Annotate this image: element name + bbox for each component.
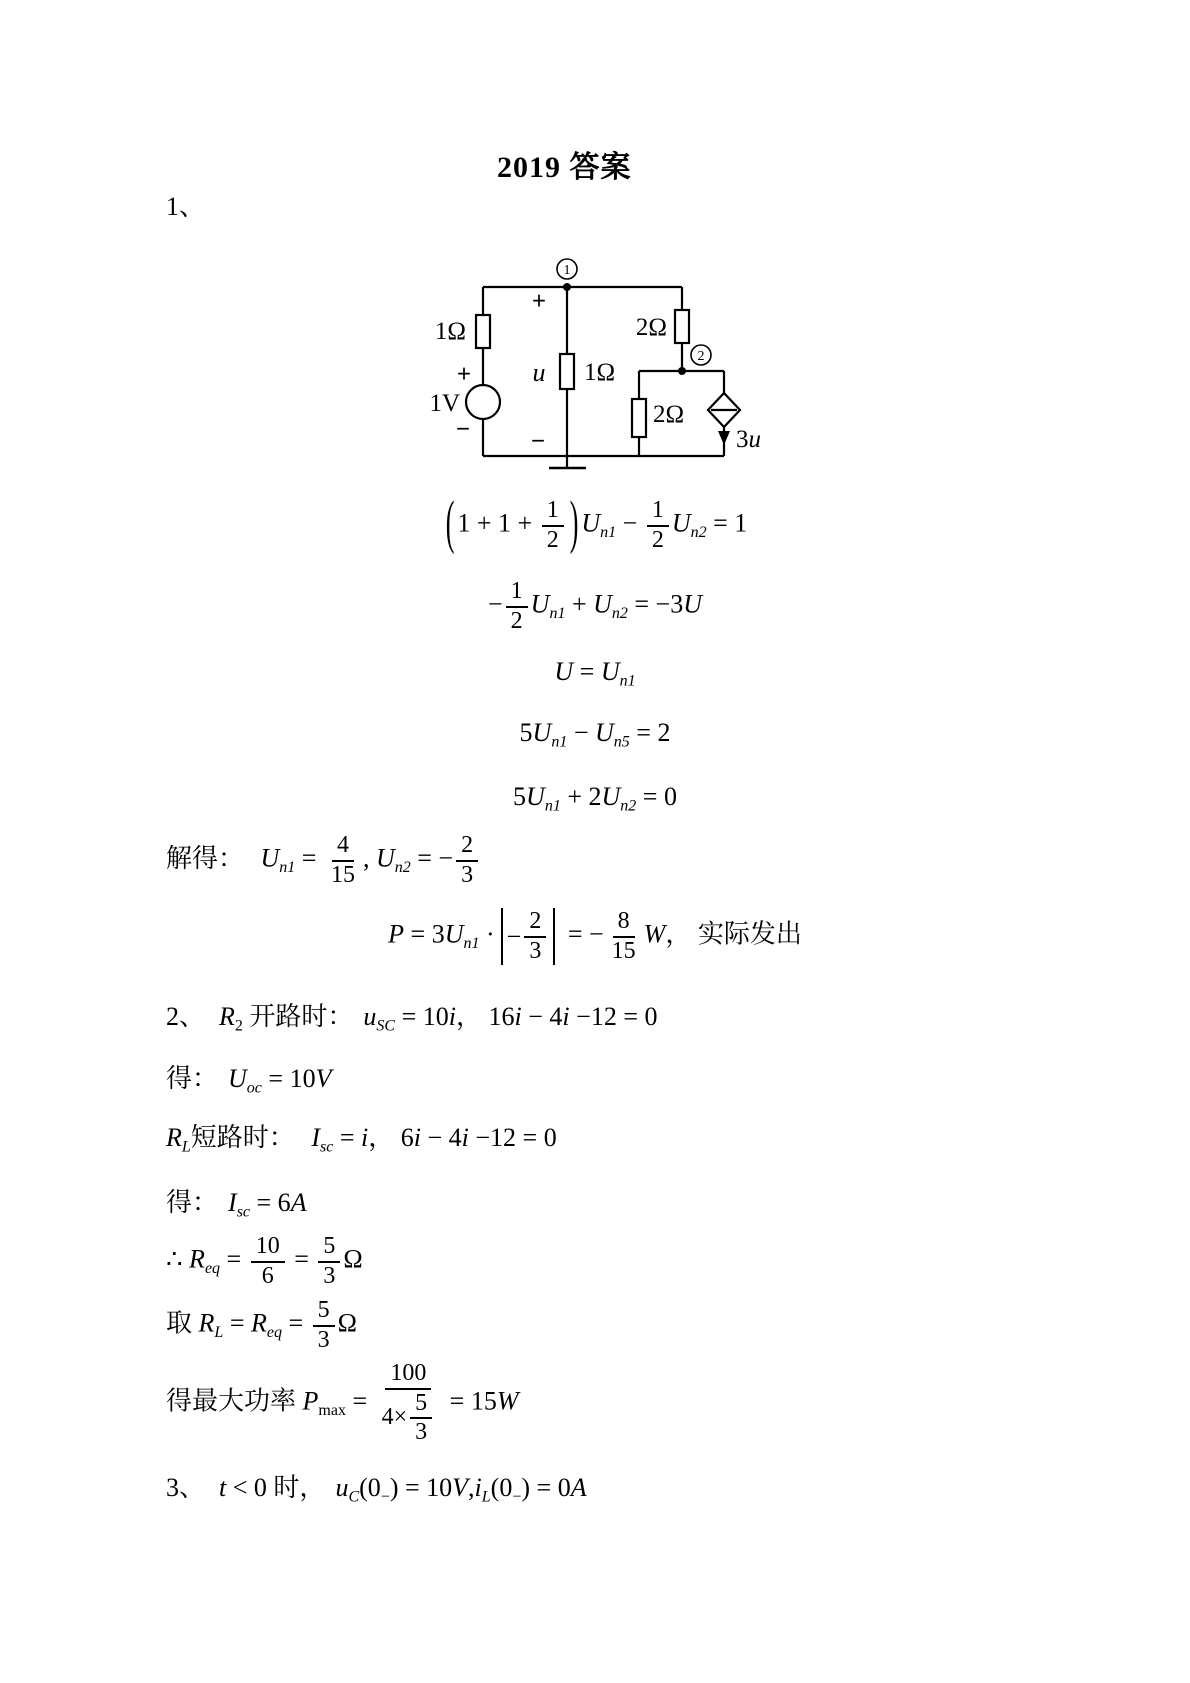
- equals-rhs: = −3: [634, 589, 684, 619]
- subscript: sc: [319, 1138, 334, 1156]
- paren-token: ) = 0: [521, 1473, 571, 1502]
- token: − 4: [528, 1002, 563, 1031]
- variable: U: [532, 718, 552, 747]
- resistor-left-label: 1Ω: [434, 318, 466, 345]
- denominator: 3: [317, 1326, 330, 1353]
- equals-sign: =: [352, 1386, 368, 1416]
- equals-token: = 3: [410, 919, 445, 949]
- subscript: n1: [463, 935, 480, 953]
- subscript: n1: [600, 524, 617, 542]
- equation-5: [0, 780, 1190, 824]
- dep-var: u: [748, 426, 761, 453]
- variable: R: [166, 1123, 182, 1152]
- variable: U: [601, 782, 621, 811]
- equals-sign: =: [294, 1244, 309, 1274]
- variable: U: [375, 843, 395, 873]
- variable: U: [593, 589, 612, 619]
- time-label: 时，: [273, 1473, 326, 1502]
- unit: W: [496, 1386, 519, 1416]
- subscript: eq: [266, 1324, 282, 1342]
- variable: U: [671, 508, 691, 538]
- numerator: 100: [385, 1360, 431, 1390]
- token: < 0: [232, 1473, 267, 1502]
- paren-token: (0: [359, 1473, 381, 1502]
- resistor-bottomleft: [632, 399, 646, 437]
- subscript-minus: −: [512, 1488, 522, 1506]
- operator: −: [622, 508, 638, 538]
- node2-dot: [678, 367, 686, 375]
- subscript: n1: [544, 797, 561, 815]
- unit: Ω: [343, 1244, 363, 1274]
- q2-line2: [166, 1062, 331, 1106]
- fraction: [251, 1233, 285, 1290]
- question3-number: 3、: [166, 1473, 206, 1502]
- resistor-left: [476, 315, 490, 348]
- variable: U: [260, 843, 280, 873]
- variable: i: [360, 1123, 369, 1152]
- denominator: 2: [651, 526, 664, 553]
- variable: U: [444, 919, 464, 949]
- q3-line1: [166, 1471, 587, 1515]
- page-title: 2019 答案: [497, 151, 632, 184]
- variable: i: [514, 1002, 522, 1031]
- numerator: 1: [506, 578, 528, 608]
- token: 1 + 1 +: [457, 508, 533, 538]
- equals-token: = 10: [401, 1002, 449, 1031]
- variable: U: [228, 1064, 247, 1093]
- fraction: [313, 1297, 335, 1354]
- variable: U: [600, 657, 620, 686]
- unit: V: [315, 1064, 332, 1093]
- numerator: 2: [456, 832, 478, 862]
- subscript: sc: [236, 1203, 251, 1221]
- question1-number: 1、: [166, 192, 206, 221]
- denominator: 15: [330, 861, 355, 888]
- circuit-diagram: [420, 238, 780, 480]
- q2-line6: [166, 1297, 357, 1354]
- fraction: [506, 578, 528, 635]
- numerator: 10: [251, 1233, 285, 1263]
- operator: + 2: [567, 782, 602, 811]
- subscript: C: [348, 1488, 360, 1506]
- result-label: 得：: [166, 1188, 219, 1217]
- numerator: 5: [318, 1233, 340, 1263]
- resistor-middle: [560, 354, 574, 389]
- operator: +: [571, 589, 587, 619]
- source-plus-sign: +: [456, 361, 472, 388]
- dot-operator: ·: [485, 919, 495, 949]
- solution-line: [166, 832, 481, 889]
- variable: U: [595, 718, 614, 747]
- subscript: n1: [619, 672, 636, 690]
- equals-token: = 6: [256, 1188, 291, 1217]
- coefficient: 5: [519, 718, 533, 747]
- unit: V: [452, 1473, 469, 1502]
- equals-token: = 10: [268, 1064, 316, 1093]
- numerator: 5: [410, 1390, 432, 1420]
- equation-1: [0, 488, 1190, 555]
- resistor-topright-label: 2Ω: [635, 314, 667, 341]
- dep-coeff: 3: [736, 426, 749, 453]
- token: −12 = 0: [576, 1002, 658, 1031]
- subscript: eq: [204, 1260, 221, 1278]
- minus-sign: −: [487, 589, 503, 619]
- unit: W: [643, 919, 666, 949]
- numerator: 2: [524, 908, 546, 938]
- subscript: n1: [279, 859, 296, 877]
- token: 6: [400, 1123, 414, 1152]
- subscript: 2: [234, 1017, 243, 1035]
- variable: U: [530, 589, 550, 619]
- take-label: 取: [166, 1308, 193, 1338]
- denominator: 2: [546, 526, 559, 553]
- numerator: 1: [647, 497, 669, 527]
- variable: i: [562, 1002, 570, 1031]
- paren-token: ) = 10: [389, 1473, 453, 1502]
- node2-label: 2: [697, 349, 705, 364]
- comma: ，: [456, 1002, 483, 1031]
- variable: R: [189, 1244, 205, 1274]
- power-equation: [0, 908, 1190, 965]
- equals-sign: =: [288, 1308, 304, 1338]
- max-power-label: 得最大功率: [166, 1386, 297, 1416]
- variable: i: [461, 1123, 469, 1152]
- fraction: [318, 1233, 340, 1290]
- equals-sign: = −: [417, 843, 454, 873]
- question2-number: 2、: [166, 1002, 206, 1031]
- current-arrow-icon: [718, 431, 730, 445]
- coefficient: 5: [513, 782, 527, 811]
- q2-line3: [166, 1121, 557, 1165]
- u-label: u: [532, 358, 546, 387]
- numerator: 5: [313, 1297, 335, 1327]
- token: 16: [488, 1002, 515, 1031]
- equals-sign: =: [226, 1244, 242, 1274]
- big-fraction: [377, 1360, 441, 1447]
- variable: U: [683, 589, 702, 619]
- comma: ,: [468, 1473, 475, 1502]
- variable: t: [219, 1473, 227, 1502]
- nested-fraction: [410, 1390, 432, 1447]
- minus-sign: −: [506, 921, 522, 951]
- equals-sign: =: [229, 1308, 245, 1338]
- numerator: 1: [542, 497, 564, 527]
- fraction: [542, 497, 564, 554]
- q2-line5: [166, 1233, 363, 1290]
- therefore-sign: ∴: [166, 1244, 183, 1274]
- q2-line1: [166, 1000, 657, 1044]
- variable: i: [474, 1473, 482, 1502]
- variable: R: [250, 1308, 267, 1338]
- fraction: [647, 497, 669, 554]
- condition-label: 短路时：: [190, 1123, 295, 1152]
- resistor-middle-label: 1Ω: [584, 359, 616, 386]
- denominator: 6: [261, 1262, 274, 1289]
- subscript: n1: [551, 733, 568, 751]
- q2-line4: [166, 1186, 307, 1230]
- operator: −: [573, 718, 589, 747]
- denominator: 3: [529, 937, 542, 964]
- left-paren: (: [445, 488, 455, 555]
- equals-token: = −: [567, 919, 604, 949]
- subscript: L: [181, 1138, 191, 1156]
- denominator: 15: [611, 937, 636, 964]
- numerator: 8: [613, 908, 635, 938]
- equals-rhs: = 2: [636, 718, 671, 747]
- variable: U: [581, 508, 601, 538]
- fraction: [524, 908, 546, 965]
- variable: R: [198, 1308, 215, 1338]
- subscript: n2: [690, 524, 707, 542]
- equals-rhs: = 15: [449, 1386, 497, 1416]
- subscript: n5: [613, 733, 630, 751]
- solve-label: 解得：: [166, 843, 245, 873]
- subscript-minus: −: [380, 1488, 390, 1506]
- unit: Ω: [337, 1308, 357, 1338]
- fraction: [607, 908, 641, 965]
- denominator: 3: [461, 861, 474, 888]
- variable: I: [228, 1188, 237, 1217]
- subscript: max: [318, 1401, 346, 1419]
- absolute-value: [501, 908, 556, 965]
- right-paren: ): [569, 488, 579, 555]
- comma: ,: [362, 843, 370, 873]
- numerator: 4: [332, 832, 354, 862]
- source-label: 1V: [429, 390, 460, 417]
- u-plus-sign: +: [531, 288, 547, 315]
- variable: P: [388, 919, 405, 949]
- unit: A: [290, 1188, 307, 1217]
- fraction: [456, 832, 478, 889]
- source-minus-sign: −: [455, 416, 471, 443]
- node1-label: 1: [563, 263, 571, 278]
- dependent-source-label: [736, 426, 761, 453]
- subscript: n2: [611, 605, 628, 623]
- equation-4: [0, 716, 1190, 760]
- subscript: SC: [376, 1017, 396, 1035]
- paren-token: (0: [490, 1473, 513, 1502]
- subscript: n2: [620, 797, 637, 815]
- variable: u: [335, 1473, 349, 1502]
- unit: A: [570, 1473, 587, 1502]
- variable: P: [302, 1386, 319, 1416]
- remark: ， 实际发出: [665, 919, 802, 949]
- subscript: n2: [394, 859, 411, 877]
- variable: i: [413, 1123, 421, 1152]
- variable: U: [526, 782, 545, 811]
- resistor-topright: [675, 310, 689, 343]
- equals-rhs: = 1: [713, 508, 748, 538]
- denominator: 2: [510, 607, 523, 634]
- denominator-token: 4×: [381, 1404, 408, 1431]
- result-label: 得：: [166, 1064, 219, 1093]
- denominator: 3: [323, 1262, 336, 1289]
- variable: u: [363, 1002, 377, 1031]
- denominator: 3: [415, 1419, 428, 1446]
- equals-sign: =: [339, 1123, 355, 1152]
- equation-2: [0, 578, 1190, 635]
- voltage-source-icon: [466, 385, 500, 419]
- equals-sign: =: [579, 657, 595, 686]
- condition-label: 开路时：: [249, 1002, 354, 1031]
- variable: U: [554, 657, 574, 686]
- fraction: [326, 832, 360, 889]
- subscript: L: [481, 1488, 491, 1506]
- variable: i: [448, 1002, 456, 1031]
- equation-3: [0, 655, 1190, 699]
- token: − 4: [427, 1123, 462, 1152]
- variable: I: [311, 1123, 320, 1152]
- token: −12 = 0: [475, 1123, 557, 1152]
- subscript: n1: [549, 605, 566, 623]
- subscript: oc: [246, 1079, 262, 1097]
- node1-dot: [563, 283, 571, 291]
- equals-rhs: = 0: [642, 782, 677, 811]
- q2-line7: [166, 1360, 519, 1447]
- variable: R: [219, 1002, 235, 1031]
- resistor-bottomleft-label: 2Ω: [653, 401, 685, 428]
- u-minus-sign: −: [530, 428, 546, 455]
- denominator: [377, 1390, 441, 1447]
- equals-sign: =: [301, 843, 317, 873]
- subscript: L: [214, 1324, 224, 1342]
- comma: ，: [368, 1123, 395, 1152]
